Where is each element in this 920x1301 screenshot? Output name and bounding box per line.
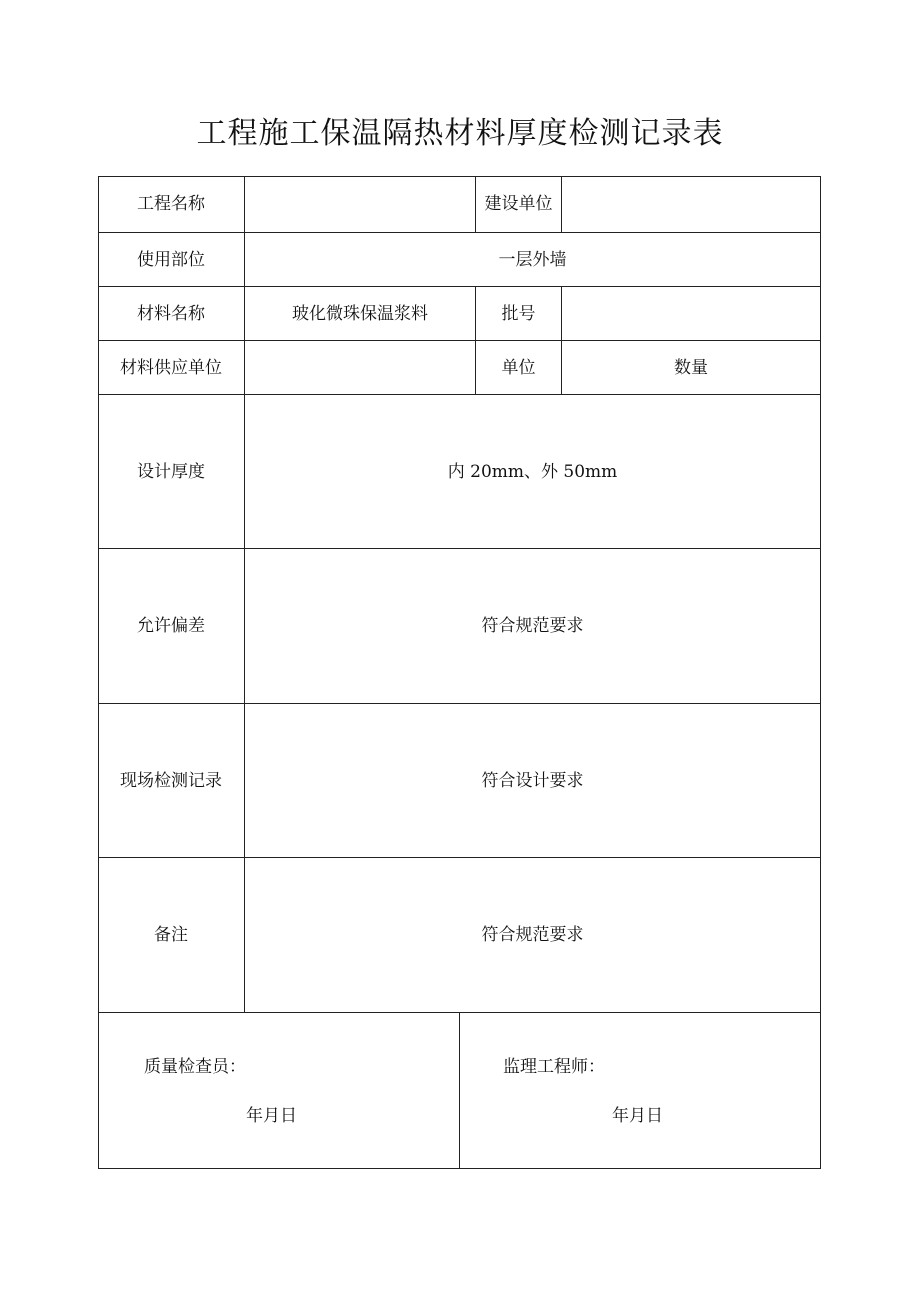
tolerance-value: 符合规范要求 <box>481 616 584 636</box>
quantity-label: 数量 <box>674 357 708 378</box>
inspector-date: 年月日 <box>246 1106 297 1126</box>
supplier-label: 材料供应单位 <box>120 357 222 378</box>
material-name-label: 材料名称 <box>137 303 205 324</box>
construction-unit-label: 建设单位 <box>484 194 553 214</box>
location-label: 使用部位 <box>137 249 205 270</box>
project-name-label: 工程名称 <box>137 194 205 214</box>
remarks-label: 备注 <box>154 925 188 945</box>
site-record-value: 符合设计要求 <box>481 770 584 791</box>
site-record-label: 现场检测记录 <box>120 770 222 791</box>
design-thickness-label: 设计厚度 <box>137 461 205 482</box>
project-name-value <box>245 176 475 232</box>
page-title: 工程施工保温隔热材料厚度检测记录表 <box>196 116 724 151</box>
design-thickness-value: 内 20mm、外 50mm <box>447 461 618 482</box>
supervisor-date: 年月日 <box>612 1106 663 1126</box>
construction-unit-value <box>562 176 820 232</box>
inspector-label: 质量检查员： <box>144 1057 246 1077</box>
supplier-value <box>245 341 475 394</box>
unit-label: 单位 <box>501 357 536 378</box>
table-border-right <box>820 176 821 1169</box>
location-value: 一层外墙 <box>498 249 567 270</box>
batch-value <box>562 287 820 340</box>
supervisor-label: 监理工程师： <box>503 1057 605 1077</box>
remarks-value: 符合规范要求 <box>481 925 584 945</box>
tolerance-label: 允许偏差 <box>137 616 205 636</box>
material-name-value: 玻化微珠保温浆料 <box>292 303 428 324</box>
column-divider <box>459 1012 460 1169</box>
batch-label: 批号 <box>501 303 536 324</box>
record-table <box>98 176 821 1169</box>
